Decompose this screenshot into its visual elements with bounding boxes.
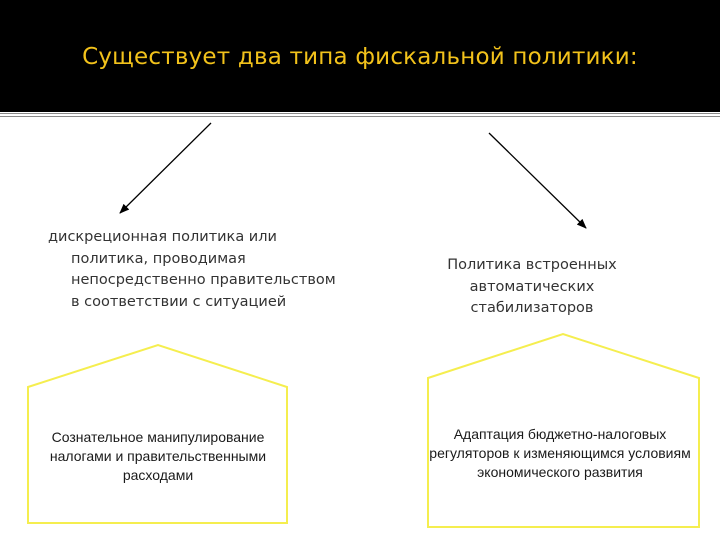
left-box-text: Сознательное манипулирование налогами и правительственными расходами bbox=[49, 429, 267, 483]
left-branch-definition bbox=[48, 227, 348, 313]
right-branch-definition: Политика встроенных автоматических стабилизаторов bbox=[447, 257, 617, 316]
right-box-text: Адаптация бюджетно-налоговых регуляторов к изменяющимся условиям экономического развития bbox=[429, 426, 691, 480]
slide-title: Существует два типа фискальной политики: bbox=[82, 44, 638, 70]
arrow-left bbox=[120, 123, 211, 213]
arrow-right bbox=[489, 133, 586, 228]
left-definition-continuation: политика, проводимая непосредственно правительством в соответствии с ситуацией bbox=[71, 250, 336, 310]
left-definition-first-line: дискреционная политика или bbox=[48, 229, 277, 245]
